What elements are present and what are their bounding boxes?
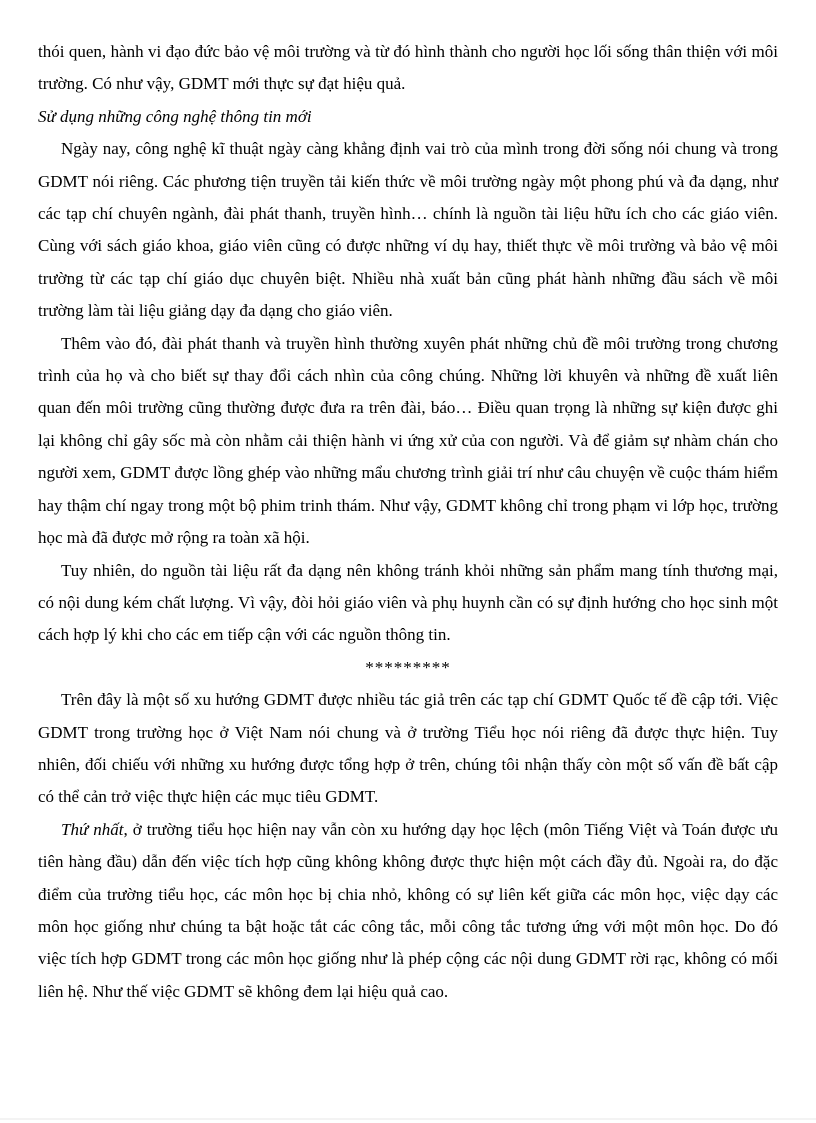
section-heading: Sử dụng những công nghệ thông tin mới bbox=[38, 106, 312, 126]
page-bottom-edge bbox=[0, 1118, 816, 1120]
paragraph-first-issue bbox=[38, 814, 778, 1008]
document-page bbox=[38, 36, 778, 1008]
paragraph-continuation: thói quen, hành vi đạo đức bảo vệ môi trường và từ đó hình thành cho người học lối sống thân thiện với môi trường. Có như vậy, GDMT mới thực sự đạt hiệu quả. bbox=[38, 42, 778, 94]
section-separator: ********* bbox=[365, 657, 451, 677]
paragraph-media: Thêm vào đó, đài phát thanh và truyền hình thường xuyên phát những chủ đề môi trường trong chương trình của họ và cho biết sự thay đổi cách nhìn của công chúng. Những lời khuyên và những đề xuất liên quan đến môi trường cũng thường được đưa ra trên đài, báo… Điều quan trọng là những sự kiện được ghi lại không chỉ gây sốc mà còn nhằm cải thiện hành vi ứng xử của con người. Và để giảm sự nhàm chán cho người xem, GDMT được lồng ghép vào những mẩu chương trình giải trí như câu chuyện về cuộc thám hiểm hay thậm chí ngay trong một bộ phim trinh thám. Như vậy, GDMT không chỉ trong phạm vi lớp học, trường học mà đã được mở rộng ra toàn xã hội. bbox=[38, 333, 778, 548]
paragraph-however: Tuy nhiên, do nguồn tài liệu rất đa dạng nên không tránh khỏi những sản phẩm mang tính thương mại, có nội dung kém chất lượng. Vì vậy, đòi hỏi giáo viên và phụ huynh cần có sự định hướng cho học sinh một cách hợp lý khi cho các em tiếp cận với các nguồn thông tin. bbox=[38, 560, 778, 645]
first-issue-lead: Thứ nhất bbox=[61, 819, 124, 839]
first-issue-text: , ở trường tiểu học hiện nay vẫn còn xu hướng dạy học lệch (môn Tiếng Việt và Toán được ưu tiên hàng đầu) dẫn đến việc tích hợp cũng không không được thực hiện một cách đầy đủ. Ngoài ra, do đặc điểm của trường tiểu học, các môn học bị chia nhỏ, không có sự liên kết giữa các môn học, việc dạy các môn học giống như chúng ta bật hoặc tắt các công tắc, mỗi công tắc tương ứng với một môn học. Do đó việc tích hợp GDMT trong các môn học giống như là phép cộng các nội dung GDMT rời rạc, không có mối liên hệ. Như thế việc GDMT sẽ không đem lại hiệu quả cao. bbox=[38, 819, 778, 1001]
paragraph-technology: Ngày nay, công nghệ kĩ thuật ngày càng khẳng định vai trò của mình trong đời sống nói chung và trong GDMT nói riêng. Các phương tiện truyền tải kiến thức về môi trường ngày một phong phú và đa dạng, như các tạp chí chuyên ngành, đài phát thanh, truyền hình… chính là nguồn tài liệu hữu ích cho các giáo viên. Cùng với sách giáo khoa, giáo viên cũng có được những ví dụ hay, thiết thực về môi trường và bảo vệ môi trường từ các tạp chí giáo dục chuyên biệt. Nhiều nhà xuất bản cũng phát hành những đầu sách về môi trường làm tài liệu giảng dạy đa dạng cho giáo viên. bbox=[38, 139, 778, 321]
paragraph-summary: Trên đây là một số xu hướng GDMT được nhiều tác giả trên các tạp chí GDMT Quốc tế đề cập tới. Việc GDMT trong trường học ở Việt Nam nói chung và ở trường Tiểu học nói riêng đã được thực hiện. Tuy nhiên, đối chiếu với những xu hướng được tổng hợp ở trên, chúng tôi nhận thấy còn một số vấn đề bất cập có thể cản trở việc thực hiện các mục tiêu GDMT. bbox=[38, 690, 778, 807]
